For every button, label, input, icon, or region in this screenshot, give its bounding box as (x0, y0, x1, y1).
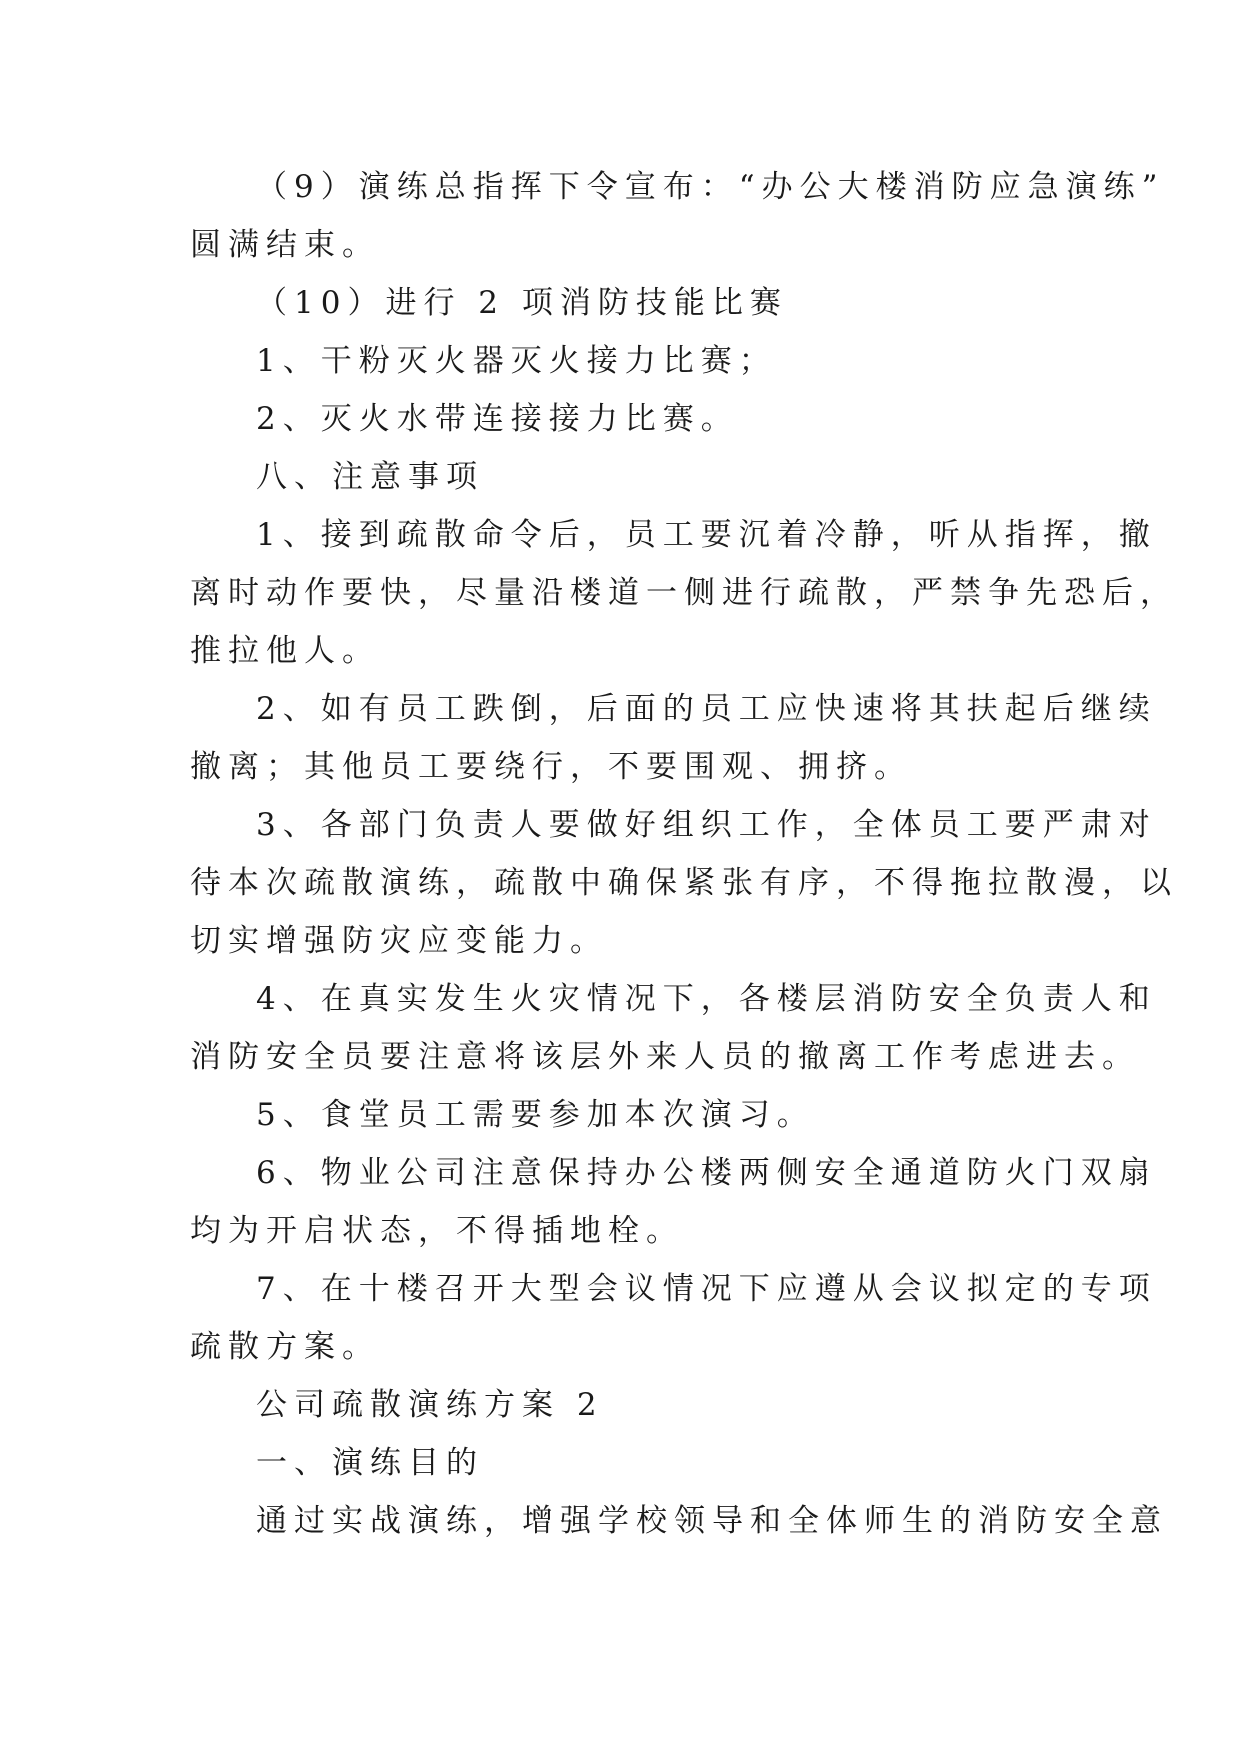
document-title: 公司疏散演练方案 2 (256, 1387, 604, 1423)
list-item: 6、物业公司注意保持办公楼两侧安全通道防火门双扇 (256, 1155, 1157, 1191)
paragraph-line: 均为开启状态，不得插地栓。 (190, 1213, 684, 1249)
paragraph-line: 通过实战演练，增强学校领导和全体师生的消防安全意 (256, 1503, 1168, 1539)
list-item: 4、在真实发生火灾情况下，各楼层消防安全负责人和 (256, 981, 1157, 1017)
paragraph-line: 待本次疏散演练，疏散中确保紧张有序，不得拖拉散漫，以 (190, 865, 1178, 901)
list-item: 2、灭火水带连接接力比赛。 (256, 401, 739, 437)
section-heading: 八、注意事项 (256, 459, 484, 495)
list-item: 1、接到疏散命令后，员工要沉着冷静，听从指挥，撤 (256, 517, 1157, 553)
list-item: 5、食堂员工需要参加本次演习。 (256, 1097, 815, 1133)
section-heading: 一、演练目的 (256, 1445, 484, 1481)
paragraph-line: 推拉他人。 (190, 633, 380, 669)
paragraph-line: 消防安全员要注意将该层外来人员的撤离工作考虑进去。 (190, 1039, 1140, 1075)
paragraph-line: （10）进行 2 项消防技能比赛 (256, 285, 788, 321)
paragraph-line: （9）演练总指挥下令宣布：“办公大楼消防应急演练” (256, 169, 1165, 205)
paragraph-line: 圆满结束。 (190, 227, 380, 263)
list-item: 2、如有员工跌倒，后面的员工应快速将其扶起后继续 (256, 691, 1157, 727)
list-item: 3、各部门负责人要做好组织工作，全体员工要严肃对 (256, 807, 1157, 843)
list-item: 7、在十楼召开大型会议情况下应遵从会议拟定的专项 (256, 1271, 1157, 1307)
list-item: 1、干粉灭火器灭火接力比赛； (256, 343, 777, 379)
paragraph-line: 疏散方案。 (190, 1329, 380, 1365)
paragraph-line: 离时动作要快，尽量沿楼道一侧进行疏散，严禁争先恐后， (190, 575, 1178, 611)
paragraph-line: 撤离；其他员工要绕行，不要围观、拥挤。 (190, 749, 912, 785)
document-body (190, 158, 1178, 1550)
paragraph-line: 切实增强防灾应变能力。 (190, 923, 608, 959)
